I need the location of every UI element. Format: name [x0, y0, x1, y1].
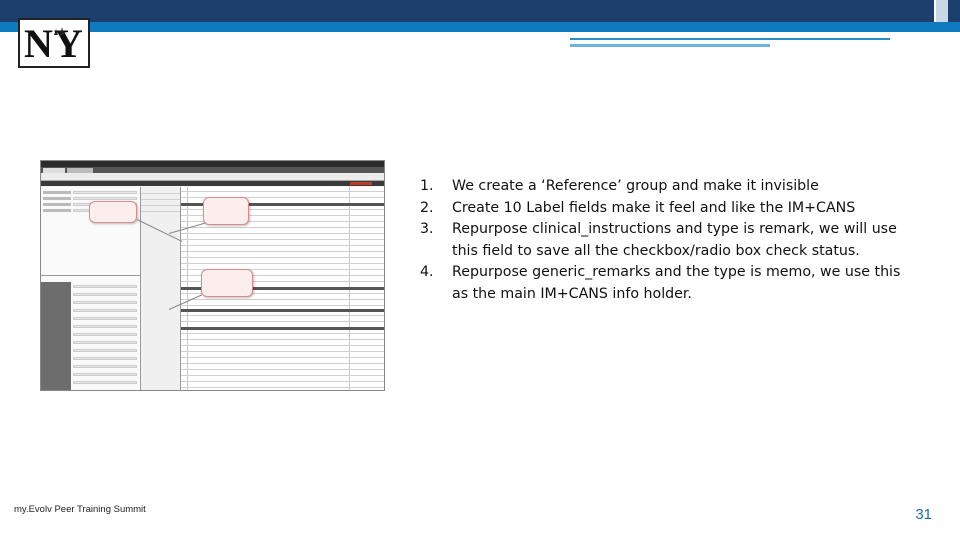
header-end-block	[934, 0, 948, 22]
notes-list	[420, 176, 920, 306]
screenshot-toolbar	[41, 173, 384, 181]
page-number: 31	[915, 506, 932, 523]
note-item	[420, 219, 920, 262]
note-text: Repurpose clinical_instructions and type is remark, we will use this field to save all the checkbox/radio box check status.	[452, 221, 897, 259]
header-rule-secondary	[570, 44, 770, 47]
note-number: 4.	[420, 264, 434, 281]
header-bar	[0, 0, 960, 22]
screenshot-header	[41, 181, 384, 186]
ny-logo	[18, 18, 90, 68]
tree-icon	[52, 26, 66, 36]
screenshot-middle-panel	[141, 187, 181, 391]
logo-text: NY	[24, 21, 84, 66]
screenshot-callout	[89, 201, 137, 223]
embedded-app-screenshot	[40, 160, 385, 391]
note-item	[420, 262, 920, 305]
header-rule	[570, 38, 890, 40]
note-item	[420, 176, 920, 198]
footer-text: my.Evolv Peer Training Summit	[14, 504, 146, 515]
note-number: 2.	[420, 199, 434, 216]
screenshot-callout	[203, 197, 249, 225]
note-text: We create a ‘Reference’ group and make it invisible	[452, 178, 819, 194]
screenshot-callout	[201, 269, 253, 297]
note-item	[420, 198, 920, 220]
note-text: Repurpose generic_remarks and the type is memo, we use this as the main IM+CANS info holder.	[452, 264, 901, 302]
note-number: 1.	[420, 178, 434, 194]
note-text: Create 10 Label fields make it feel and like the IM+CANS	[452, 199, 856, 216]
screenshot-red-label	[350, 182, 372, 185]
header-accent-bar	[0, 22, 960, 32]
note-number: 3.	[420, 221, 434, 238]
